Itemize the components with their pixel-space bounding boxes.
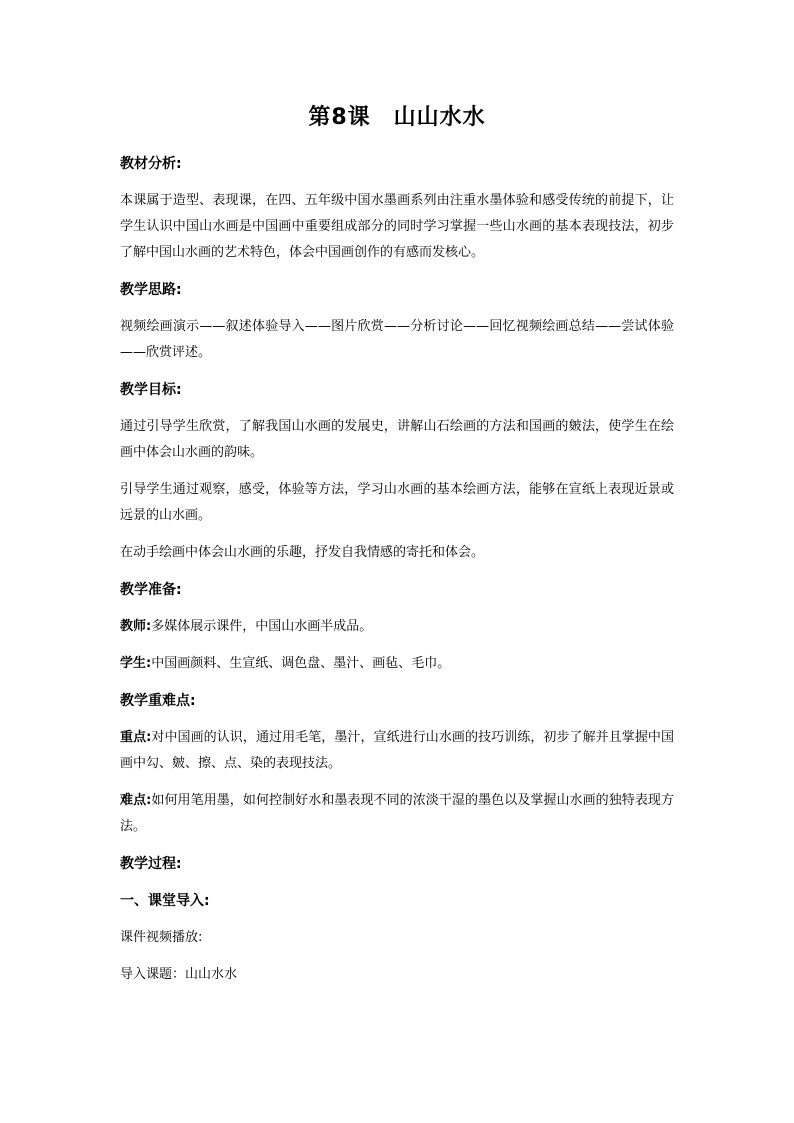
- process-section-heading: 一、课堂导入:: [120, 893, 210, 909]
- focus-text: 对中国画的认识，通过用毛笔，墨汁，宣纸进行山水画的技巧训练，初步了解并且掌握中国画中勾、皴、擦、点、染的表现技法。: [120, 730, 674, 771]
- process-heading: 教学过程:: [120, 856, 182, 872]
- student-preparation: [120, 651, 674, 677]
- difficulty-label: 难点:: [120, 793, 152, 808]
- teacher-label: 教师:: [120, 619, 152, 634]
- analysis-paragraph: 本课属于造型、表现课，在四、五年级中国水墨画系列由注重水墨体验和感受传统的前提下，让学生认识中国山水画是中国画中重要组成部分的同时学习掌握一些山水画的基本表现技法，初步了解中国山水画的艺术特色，体会中国画创作的有感而发核心。: [120, 193, 674, 260]
- goal-item: 在动手绘画中体会山水画的乐趣，抒发自我情感的寄托和体会。: [120, 545, 485, 560]
- goal-item: 引导学生通过观察，感受，体验等方法，学习山水画的基本绘画方法，能够在宣纸上表现近景或远景的山水画。: [120, 482, 674, 523]
- focus-label: 重点:: [120, 730, 152, 745]
- process-line: 导入课题：山山水水: [120, 967, 238, 982]
- student-text: 中国画颜料、生宣纸、调色盘、墨汁、画毡、毛巾。: [151, 656, 451, 671]
- approach-heading: 教学思路:: [120, 282, 182, 298]
- difficulty-text: 如何用笔用墨，如何控制好水和墨表现不同的浓淡干湿的墨色以及掌握山水画的独特表现方法。: [120, 793, 674, 834]
- focus-paragraph: [120, 725, 674, 777]
- analysis-heading: 教材分析:: [120, 156, 182, 172]
- teacher-text: 多媒体展示课件，中国山水画半成品。: [151, 619, 373, 634]
- goals-heading: 教学目标:: [120, 382, 182, 398]
- key-points-heading: 教学重难点:: [120, 693, 196, 709]
- preparation-heading: 教学准备:: [120, 582, 182, 598]
- page-title: 第8课 山山水水: [308, 105, 486, 130]
- approach-paragraph: 视频绘画演示——叙述体验导入——图片欣赏——分析讨论——回忆视频绘画总结——尝试体验——欣赏评述。: [120, 319, 674, 360]
- teacher-preparation: [120, 614, 674, 640]
- goal-item: 通过引导学生欣赏，了解我国山水画的发展史，讲解山石绘画的方法和国画的皴法，使学生在绘画中体会山水画的韵味。: [120, 419, 674, 460]
- difficulty-paragraph: [120, 788, 674, 840]
- student-label: 学生:: [120, 656, 152, 671]
- process-line: 课件视频播放:: [120, 930, 203, 945]
